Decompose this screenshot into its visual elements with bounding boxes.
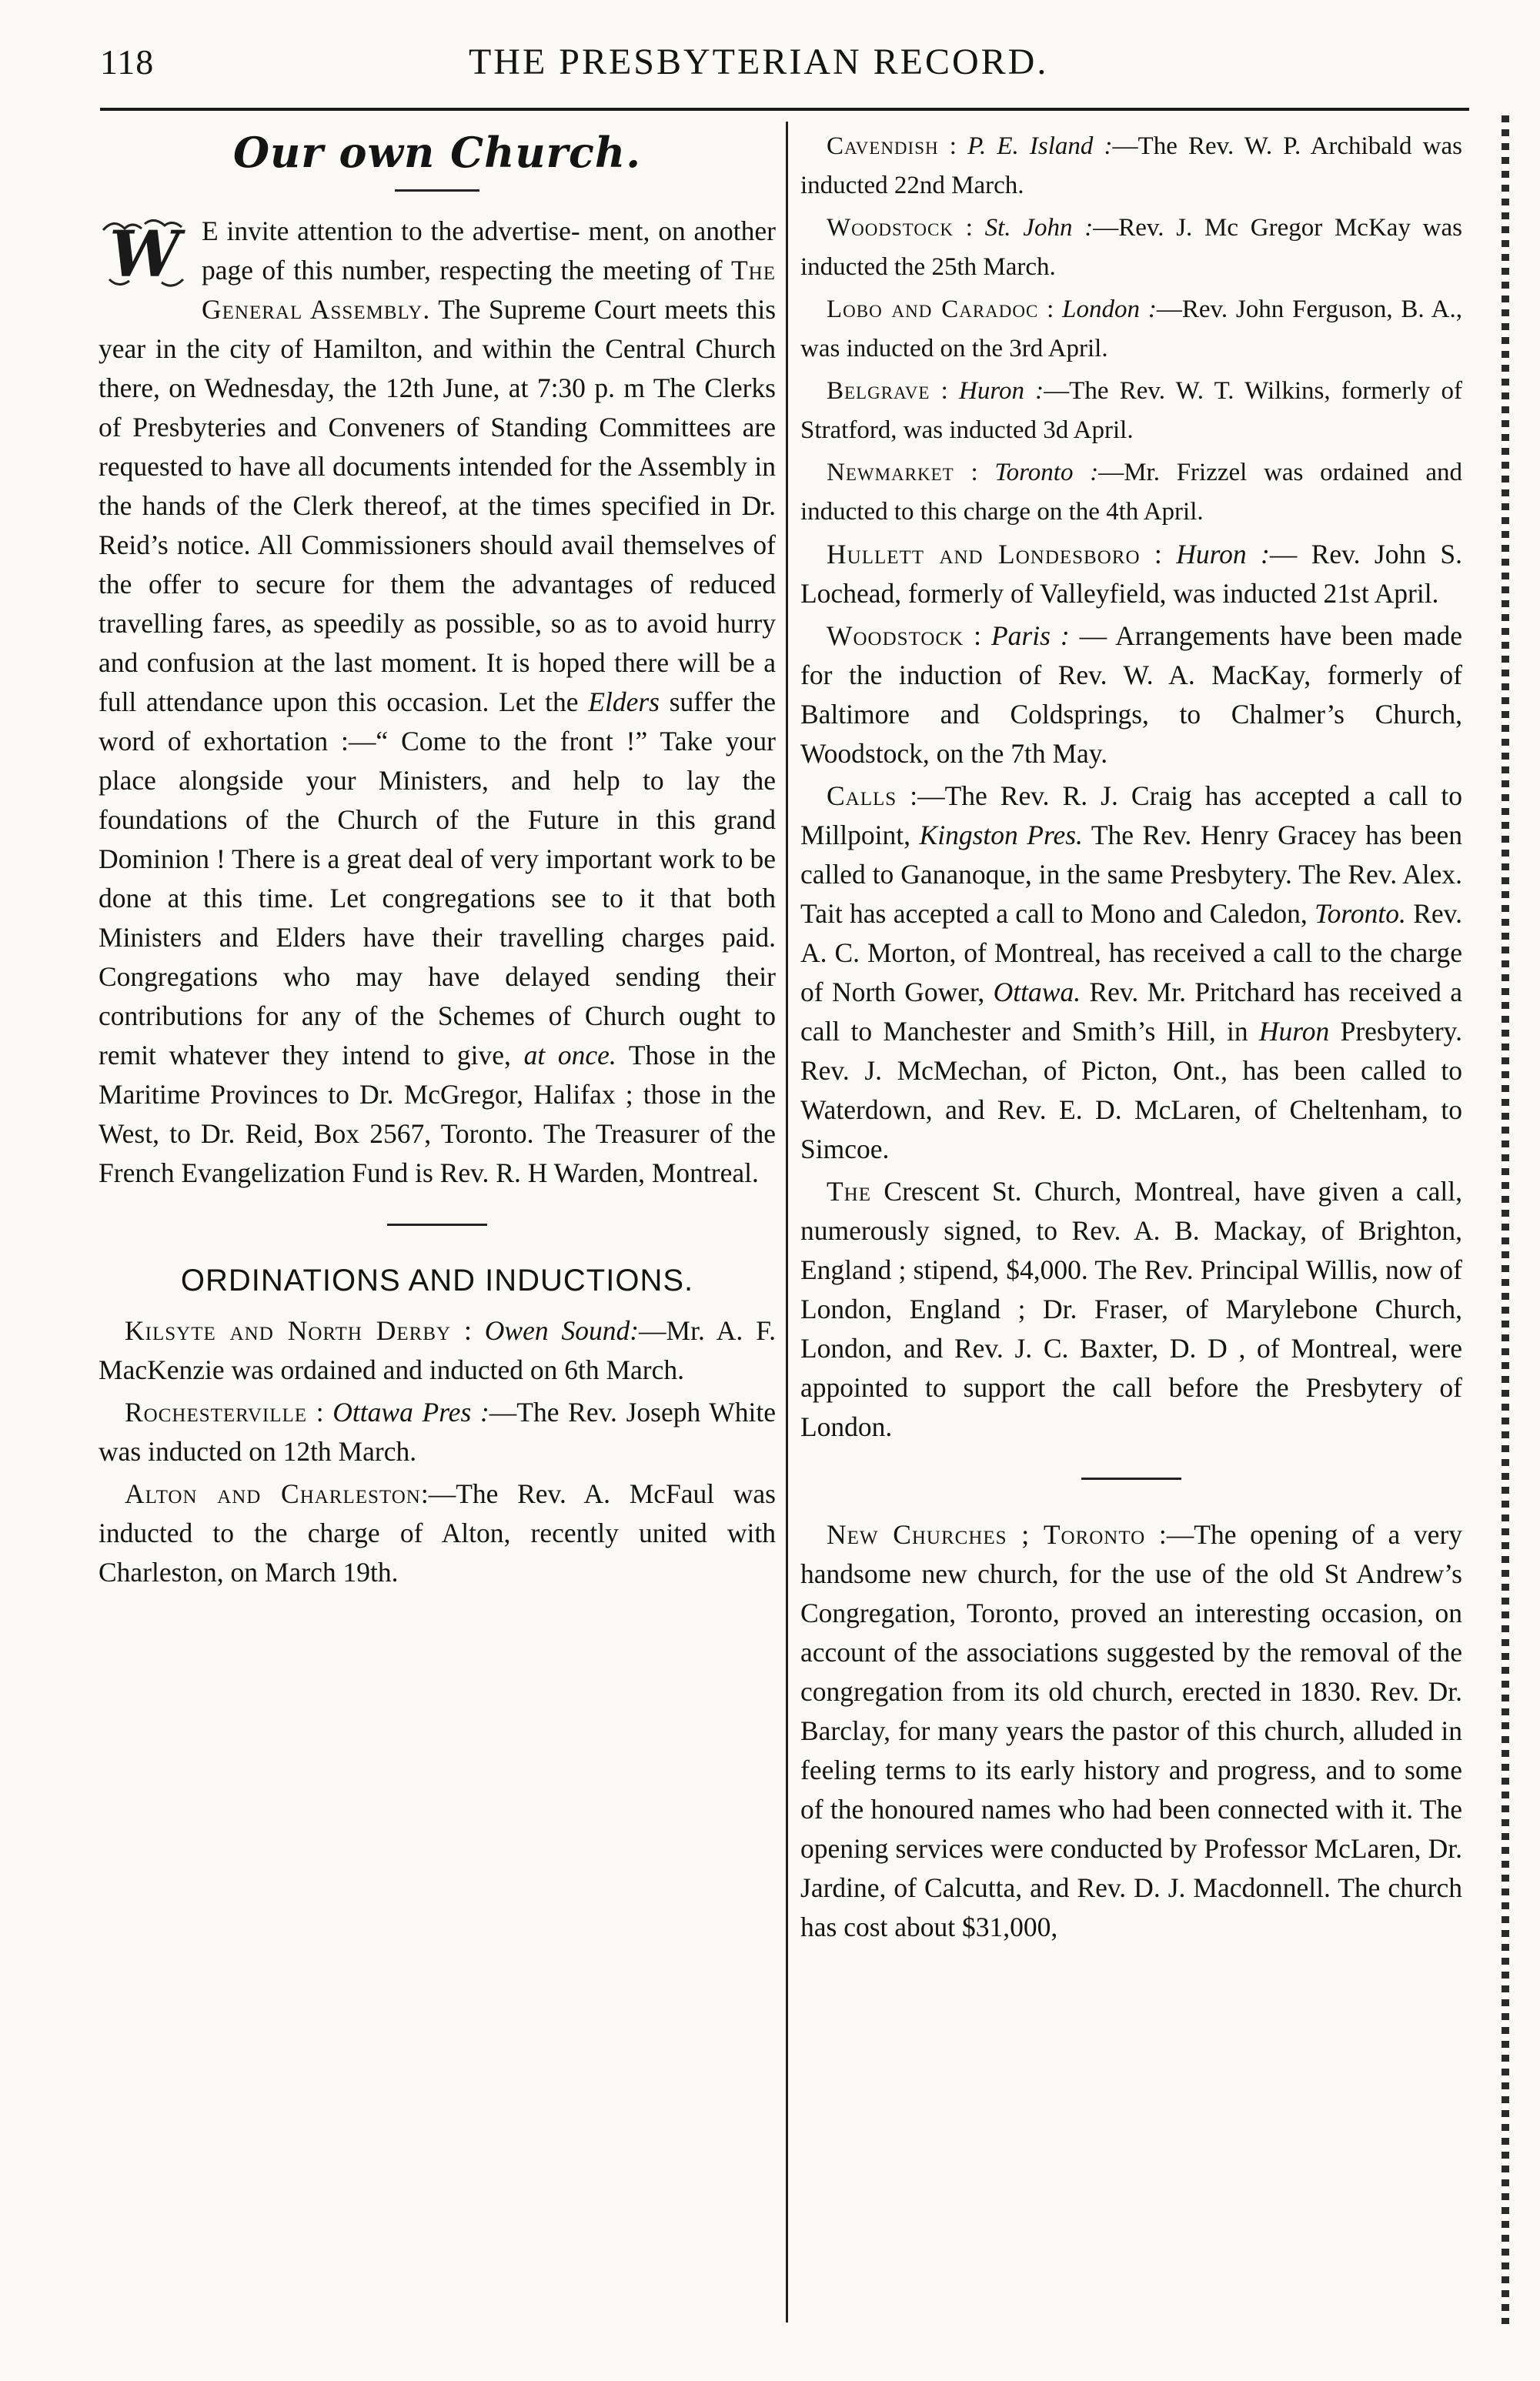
induction-entry: Lobo and Caradoc : London :—Rev. John Ferguson, B. A., was inducted on the 3rd April. [800, 296, 1463, 362]
title-rule [395, 189, 479, 192]
new-churches-paragraph [800, 1515, 1462, 1947]
intro-text-a: E invite attention to the advertise- ment, on another page of this number, respecting the meeting of [202, 215, 776, 286]
calls-text-b: The Rev. Henry Gracey has been called to Gananoque, in the same Presbytery. The Rev. Alex. Tait has accepted a call to Mono and Caledon, [800, 820, 1462, 929]
ordination-entry: Kilsyte and North Derby : Owen Sound:—Mr. A. F. MacKenzie was ordained and inducted on 6th March. [99, 1315, 776, 1385]
entry-text: — Rev. John S. Lochead, formerly of Valleyfield, was inducted 21st April. [800, 539, 1462, 609]
induction-entry: Belgrave : Huron :—The Rev. W. T. Wilkins, formerly of Stratford, was inducted 3d April. [800, 377, 1462, 444]
entry-presbytery: Ottawa Pres : [332, 1397, 489, 1428]
new-churches-text: :—The opening of a very handsome new church, for the use of the old St Andrew’s Congregation, Toronto, proved an interesting occasion, on account of the associations suggested by the removal of the congregation from its old church, erected in 1830. Rev. Dr. Barclay, for many years the pastor of this church, alluded in feeling terms to its early history and progress, and to some of the honoured names who had been connected with it. The opening services were conducted by Professor McLaren, Dr. Jardine, of Calcutta, and Rev. D. J. Macdonnell. The church has cost about $31,000, [800, 1519, 1463, 1942]
entry-place: Kilsyte and North Derby [125, 1315, 452, 1346]
entry-place: Alton and Charleston [125, 1478, 421, 1509]
running-title: THE PRESBYTERIAN RECORD. [468, 41, 1049, 82]
ordination-entry: Rochesterville : Ottawa Pres :—The Rev. Joseph White was inducted on 12th March. [99, 1397, 776, 1467]
induction-entry: Hullett and Londesboro : Huron :— Rev. John S. Lochead, formerly of Valleyfield, was inducted 21st April. [800, 539, 1462, 609]
entry-presbytery: P. E. Island : [967, 132, 1113, 160]
intro-text-c: suffer the word of exhortation :—“ Come to the front !” Take your place alongside your Ministers, and help to lay the foundations of the Church of the Future in this grand Dominion ! There is a great deal of very important work to be done at this time. Let congregations see to it that both Ministers and Elders have their travelling charges paid. Congregations who may have delayed sending their contributions for any of the Schemes of Church ought to remit whatever they intend to give, [99, 686, 776, 1070]
calls-text-e: Presbytery. Rev. J. McMechan, of Picton, Ont., has been called to Waterdown, and Rev. E. D. McLaren, of Cheltenham, to Simcoe. [800, 1016, 1462, 1164]
entry-place: Lobo and Caradoc [827, 296, 1039, 323]
entry-text: —The Rev. Joseph White was inducted on 12th March. [99, 1397, 776, 1467]
intro-text-d: Those in the Maritime Provinces to Dr. McGregor, Halifax ; those in the West, to Dr. Reid, Box 2567, Toronto. The Treasurer of the French Evangelization Fund is Rev. R. H Warden, Montreal. [99, 1040, 776, 1188]
entry-text: :—The Rev. A. McFaul was inducted to the charge of Alton, recently united with Charleston, on March 19th. [99, 1478, 776, 1588]
entry-presbytery: Paris : [990, 620, 1070, 651]
page-header [100, 31, 1455, 92]
section-title: Our own Church. [232, 128, 641, 177]
entry-presbytery: Huron : [959, 377, 1044, 405]
induction-entry: Woodstock : Paris : — Arrangements have been made for the induction of Rev. W. A. MacKay, formerly of Baltimore and Coldsprings, to Chalmer’s Church, Woodstock, on the 7th May. [800, 620, 1462, 769]
entry-place: Cavendish [827, 132, 939, 160]
entry-text: — Arrangements have been made for the induction of Rev. W. A. MacKay, formerly of Baltimore and Coldsprings, to Chalmer’s Church, Woodstock, on the 7th May. [800, 620, 1462, 769]
entry-presbytery: Huron : [1176, 539, 1270, 569]
entry-place: Belgrave [827, 377, 930, 405]
entry-presbytery: Toronto : [994, 459, 1099, 486]
crescent-paragraph [800, 1172, 1462, 1447]
general-assembly: The General Assembly. [202, 255, 776, 325]
calls-text-d: Rev. Mr. Pritchard has received a call to Manchester and Smith’s Hill, in [800, 977, 1462, 1047]
entry-presbytery: Owen Sound: [484, 1315, 640, 1346]
binding-edge [1502, 115, 1509, 2324]
dropcap-ornament [99, 215, 191, 292]
entry-place: Newmarket [827, 459, 954, 486]
intro-text-b: The Supreme Court meets this year in the city of Hamilton, and within the Central Church there, on Wednesday, the 12th June, at 7:30 p. m The Clerks of Presbyteries and Conveners of Standing Committees are requested to have all documents intended for the Assembly in the hands of the Clerk thereof, at the times specified in Dr. Reid’s notice. All Commissioners should avail themselves of the offer to secure for them the advantages of reduced travelling fares, as speedily as possible, so as to avoid hurry and confusion at the last moment. It is hoped there will be a full attendance upon this occasion. Let the [99, 294, 777, 717]
new-churches-place: Toronto [1043, 1519, 1146, 1550]
header-rule [100, 108, 1469, 111]
column-divider [786, 122, 788, 2323]
intro-paragraph [99, 212, 776, 1193]
crescent-text: Crescent St. Church, Montreal, have given a call, numerously signed, to Rev. A. B. Mackay, of Brighton, England ; stipend, $4,000. The Rev. Principal Willis, now of London, England ; Dr. Fraser, of Marylebone Church, London, and Rev. J. C. Baxter, D. D , of Montreal, were appointed to support the call before the Presbytery of London. [800, 1176, 1462, 1442]
entry-text: —Rev. John Ferguson, B. A., was inducted on the 3rd April. [800, 296, 1463, 362]
entry-text: —Rev. J. Mc Gregor McKay was inducted the 25th March. [800, 214, 1463, 281]
entry-place: Hullett and Londesboro [827, 539, 1141, 569]
calls-text-c: Rev. A. C. Morton, of Montreal, has received a call to the charge of North Gower, [800, 898, 1462, 1007]
huron-word: Huron [1258, 1016, 1330, 1047]
induction-entry: Newmarket : Toronto :—Mr. Frizzel was ordained and inducted to this charge on the 4th April. [800, 459, 1462, 526]
kingston-pres: Kingston Pres. [919, 820, 1083, 850]
induction-entry: Cavendish : P. E. Island :—The Rev. W. P. Archibald was inducted 22nd March. [800, 132, 1462, 199]
left-column [99, 127, 776, 1595]
right-column [800, 127, 1462, 1950]
calls-text-a: :—The Rev. R. J. Craig has accepted a call to Millpoint, [800, 780, 1462, 850]
entry-place: Rochesterville [125, 1397, 308, 1428]
elders-word: Elders [588, 686, 660, 717]
entry-place: Woodstock [827, 620, 964, 651]
entry-text: —Mr. A. F. MacKenzie was ordained and inducted on 6th March. [99, 1315, 776, 1385]
page-number: 118 [100, 42, 155, 82]
at-once: at once. [523, 1040, 616, 1070]
crescent-the: The [827, 1176, 872, 1207]
ottawa-word: Ottawa. [993, 977, 1081, 1007]
calls-paragraph [800, 776, 1462, 1169]
ordination-entry [99, 1474, 776, 1592]
entry-text: —The Rev. W. T. Wilkins, formerly of Stratford, was inducted 3d April. [800, 377, 1462, 444]
ornamental-initial [99, 215, 191, 292]
entry-presbytery: St. John : [984, 214, 1094, 242]
entry-place: Woodstock [827, 214, 954, 242]
section-rule [387, 1224, 487, 1226]
section-rule [1081, 1478, 1181, 1480]
ordinations-heading: ORDINATIONS AND INDUCTIONS. [180, 1264, 694, 1297]
calls-label: Calls [827, 780, 897, 811]
entry-presbytery: London : [1062, 296, 1157, 323]
entry-text: —Mr. Frizzel was ordained and inducted to this charge on the 4th April. [800, 459, 1462, 526]
dropcap-letter: W [109, 218, 181, 292]
entry-text: —The Rev. W. P. Archibald was inducted 22nd March. [800, 132, 1462, 199]
toronto-word: Toronto. [1315, 898, 1406, 929]
new-churches-label: New Churches ; [827, 1519, 1031, 1550]
induction-entry: Woodstock : St. John :—Rev. J. Mc Gregor McKay was inducted the 25th March. [800, 214, 1463, 281]
